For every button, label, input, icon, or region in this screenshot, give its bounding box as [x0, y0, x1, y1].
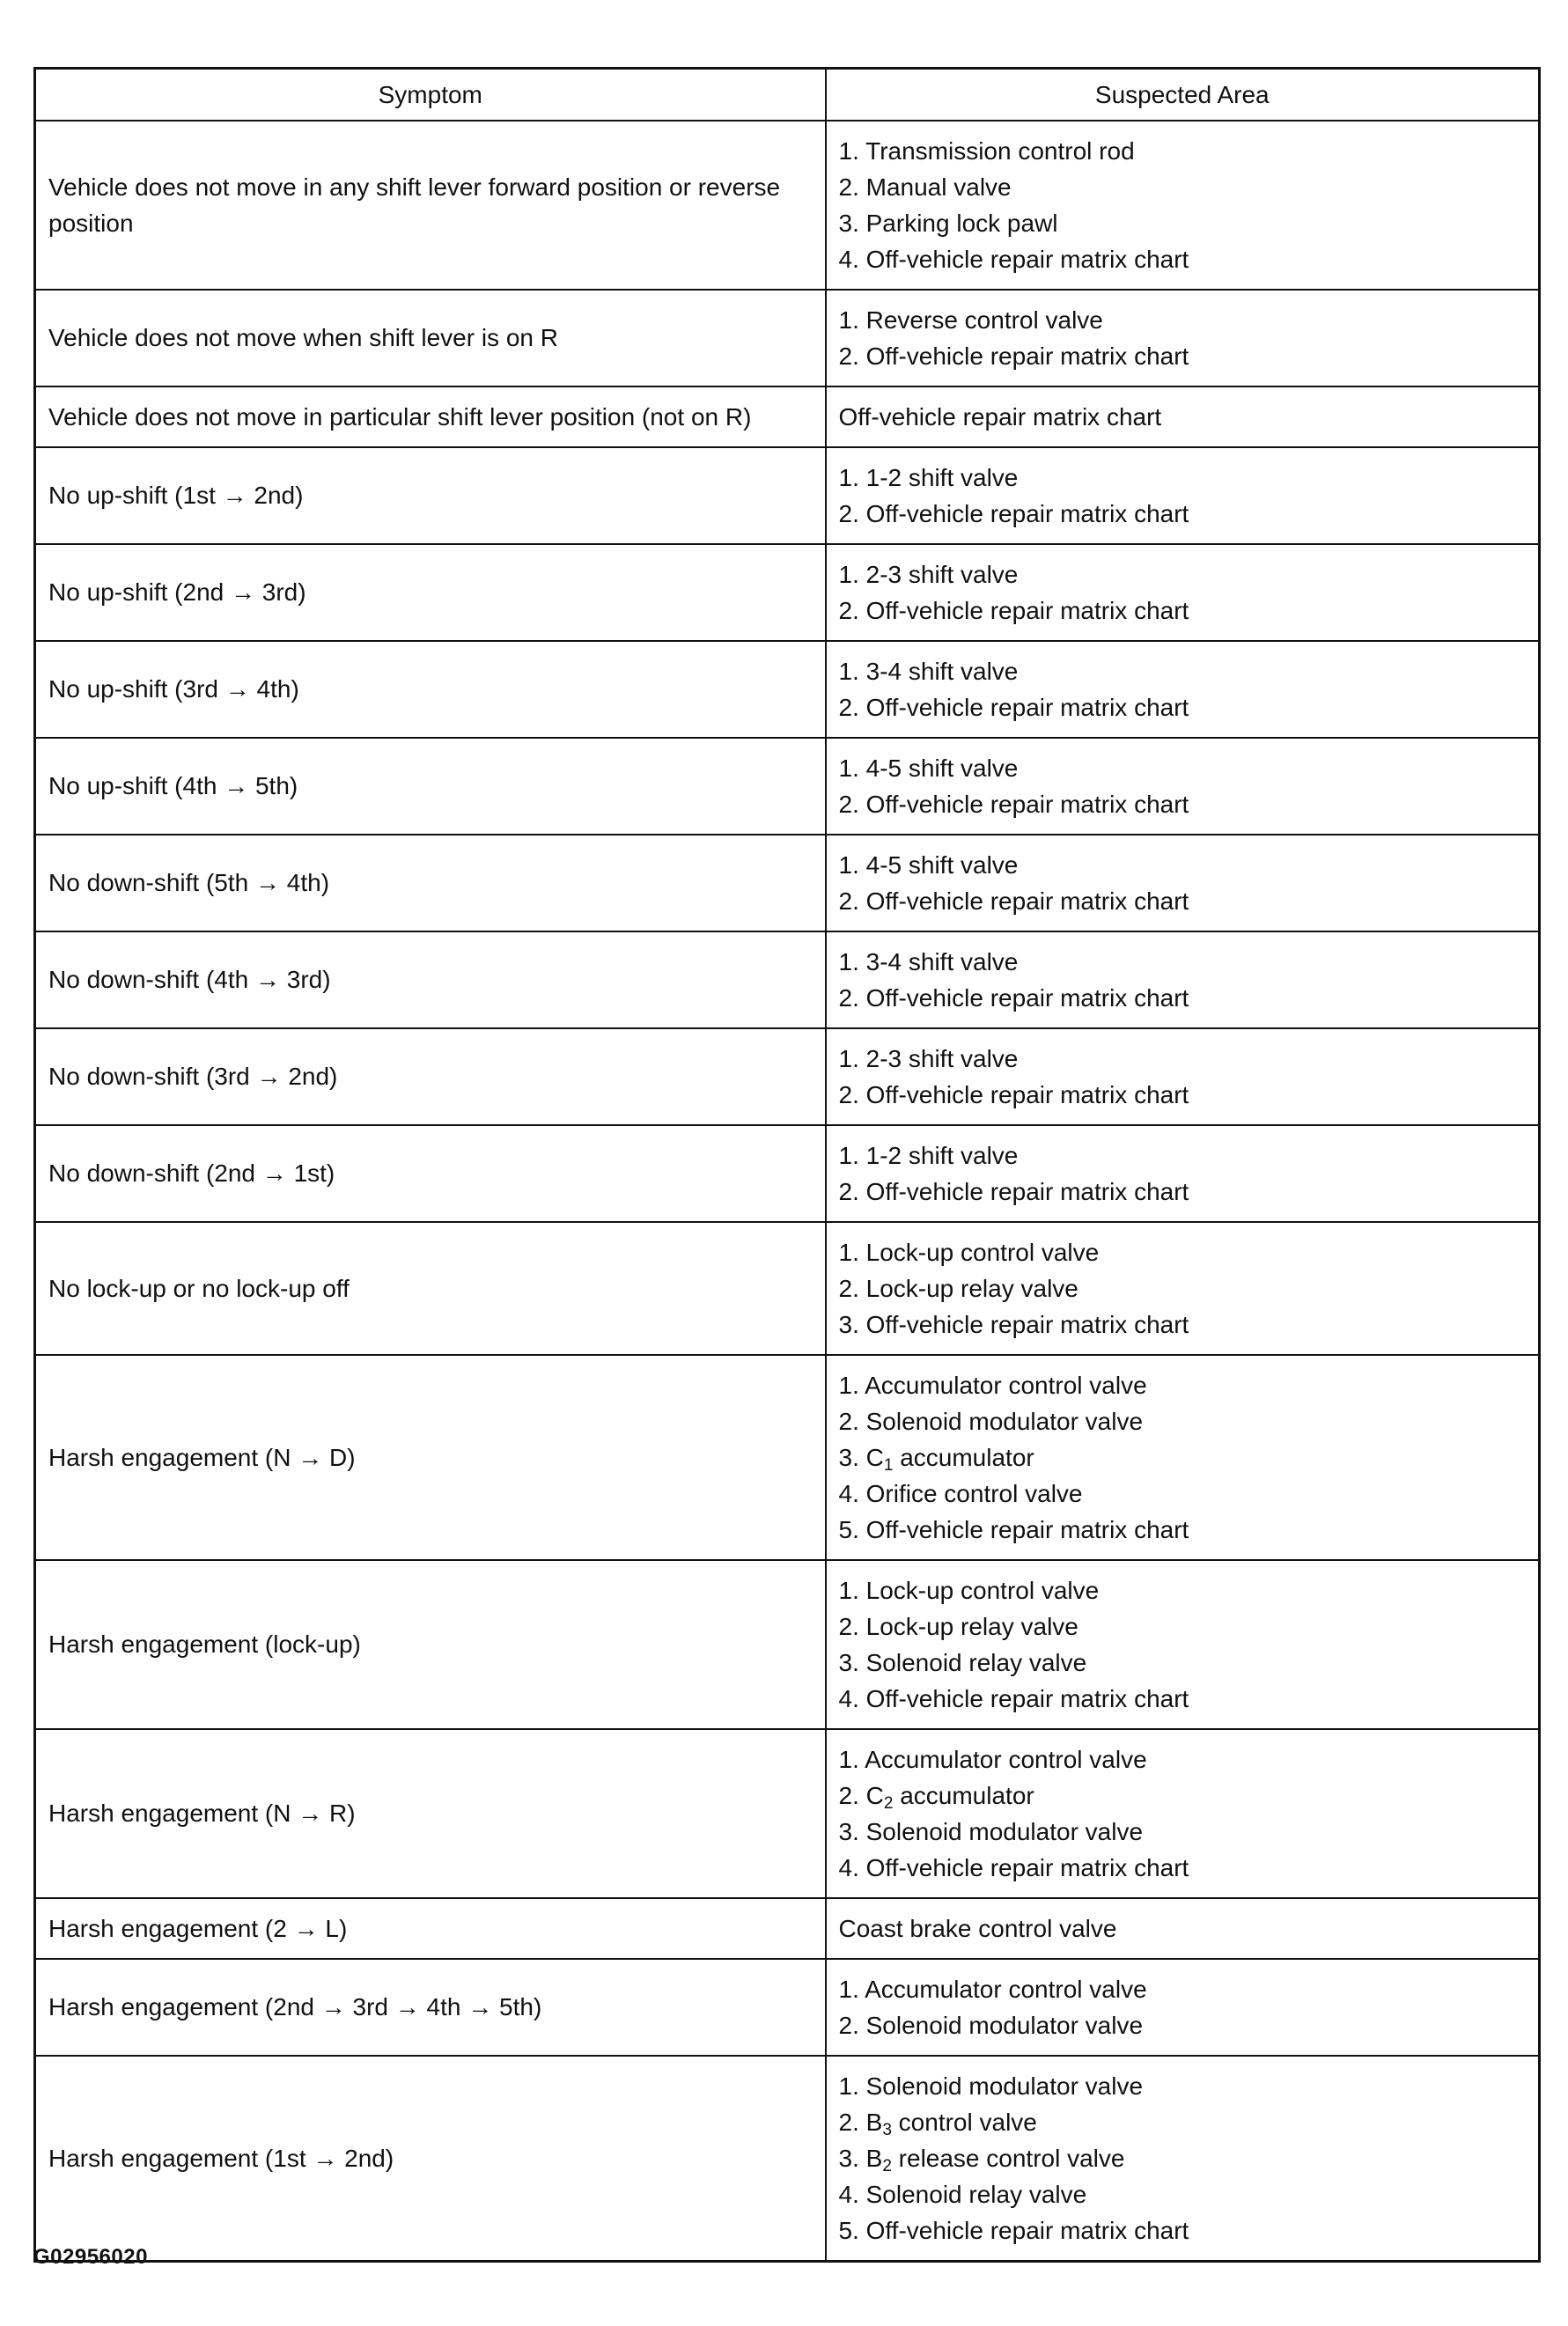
- area-text: 2. Off-vehicle repair matrix chart: [838, 887, 1189, 915]
- area-text: 3. Solenoid relay valve: [838, 1648, 1087, 1676]
- area-text: 2. Off-vehicle repair matrix chart: [838, 693, 1189, 721]
- suspected-area-item: [839, 1512, 1527, 1548]
- table-row: [35, 641, 1540, 738]
- figure-id: G02956020: [33, 2245, 148, 2269]
- area-text: release control valve: [891, 2144, 1125, 2172]
- symptom-cell: [35, 1028, 826, 1125]
- table-row: [35, 1560, 1540, 1729]
- symptom-text: No down-shift (5th → 4th): [48, 869, 330, 896]
- suspected-area-item: [839, 980, 1527, 1016]
- suspected-area-item: [839, 241, 1527, 277]
- area-text: 2. Off-vehicle repair matrix chart: [838, 1080, 1189, 1108]
- suspected-area-cell: [826, 1028, 1540, 1125]
- symptom-cell: [35, 1355, 826, 1560]
- table-row: [35, 931, 1540, 1028]
- symptom-text: No up-shift (3rd → 4th): [48, 675, 299, 703]
- symptom-cell: [35, 290, 826, 386]
- area-text: 1. 4-5 shift valve: [838, 850, 1019, 879]
- area-text: 1. Accumulator control valve: [838, 1975, 1147, 2003]
- suspected-area-item: [839, 883, 1527, 919]
- symptom-text: No down-shift (4th → 3rd): [48, 966, 331, 993]
- suspected-area-item: [839, 1403, 1527, 1439]
- suspected-area-item: [839, 399, 1527, 435]
- symptom-cell: [35, 931, 826, 1028]
- subscript-index: 3: [882, 2120, 892, 2139]
- area-text: 2. C: [838, 1781, 884, 1809]
- suspected-area-cell: [826, 1222, 1540, 1355]
- area-text: 1. 2-3 shift valve: [838, 1044, 1019, 1072]
- suspected-area-item: [839, 593, 1527, 629]
- suspected-area-cell: [826, 835, 1540, 931]
- symptom-cell: [35, 1959, 826, 2056]
- suspected-area-item: [839, 1814, 1527, 1850]
- symptom-cell: [35, 738, 826, 835]
- area-text: 2. Off-vehicle repair matrix chart: [838, 1177, 1189, 1205]
- symptom-text: Vehicle does not move when shift lever is on R: [48, 324, 558, 351]
- table-row: [35, 121, 1540, 290]
- area-text: accumulator: [893, 1443, 1034, 1471]
- suspected-area-item: [839, 460, 1527, 496]
- suspected-area-item: [839, 2140, 1527, 2176]
- area-text: 1. 3-4 shift valve: [838, 657, 1019, 685]
- table-row: [35, 1729, 1540, 1898]
- symptom-cell: [35, 121, 826, 290]
- area-text: 3. B: [838, 2144, 883, 2172]
- symptom-cell: [35, 1560, 826, 1729]
- suspected-area-item: [839, 2212, 1527, 2249]
- repair-matrix-sheet: [33, 67, 1538, 2263]
- suspected-area-item: [839, 302, 1527, 338]
- subscript-index: 2: [883, 1793, 894, 1813]
- symptom-text: Harsh engagement (lock-up): [48, 1630, 361, 1658]
- area-text: 2. Off-vehicle repair matrix chart: [838, 790, 1189, 818]
- suspected-area-item: [839, 2068, 1527, 2104]
- suspected-area-item: [839, 689, 1527, 725]
- area-text: 2. Off-vehicle repair matrix chart: [838, 983, 1189, 1012]
- area-text: 4. Orifice control valve: [838, 1479, 1083, 1507]
- area-text: 3. Parking lock pawl: [838, 209, 1058, 237]
- suspected-area-item: [839, 1681, 1527, 1717]
- suspected-area-item: [839, 1645, 1527, 1681]
- suspected-area-item: [839, 1778, 1527, 1814]
- suspected-area-cell: [826, 641, 1540, 738]
- table-body: [35, 121, 1540, 2262]
- suspected-area-cell: [826, 121, 1540, 290]
- suspected-area-cell: [826, 2056, 1540, 2262]
- suspected-area-item: [839, 205, 1527, 241]
- area-text: 1. 4-5 shift valve: [838, 754, 1019, 782]
- area-text: 1. 1-2 shift valve: [838, 463, 1019, 491]
- symptom-text: Harsh engagement (N → R): [48, 1800, 356, 1827]
- symptom-text: No up-shift (2nd → 3rd): [48, 578, 306, 606]
- symptom-cell: [35, 1222, 826, 1355]
- area-text: 2. Solenoid modulator valve: [838, 2011, 1144, 2039]
- suspected-area-cell: [826, 1125, 1540, 1222]
- suspected-area-cell: [826, 447, 1540, 544]
- suspected-area-cell: [826, 544, 1540, 641]
- area-text: 4. Off-vehicle repair matrix chart: [838, 1684, 1189, 1712]
- symptom-text: No down-shift (2nd → 1st): [48, 1159, 335, 1187]
- symptom-text: No lock-up or no lock-up off: [48, 1274, 350, 1302]
- suspected-area-cell: [826, 738, 1540, 835]
- symptom-cell: [35, 1729, 826, 1898]
- symptom-cell: [35, 641, 826, 738]
- suspected-area-item: [839, 2007, 1527, 2043]
- area-text: 2. Off-vehicle repair matrix chart: [838, 596, 1189, 624]
- symptom-cell: [35, 447, 826, 544]
- suspected-area-item: [839, 750, 1527, 786]
- suspected-area-item: [839, 1137, 1527, 1174]
- table-row: [35, 290, 1540, 386]
- suspected-area-item: [839, 496, 1527, 532]
- table-row: [35, 738, 1540, 835]
- suspected-area-item: [839, 338, 1527, 374]
- header-suspected-area: Suspected Area: [826, 69, 1540, 121]
- area-text: 2. B: [838, 2108, 883, 2136]
- table-row: [35, 1222, 1540, 1355]
- suspected-area-item: [839, 944, 1527, 980]
- symptom-text: Harsh engagement (1st → 2nd): [48, 2144, 394, 2172]
- suspected-area-item: [839, 1307, 1527, 1343]
- suspected-area-item: [839, 1174, 1527, 1210]
- area-text: 1. 2-3 shift valve: [838, 560, 1019, 588]
- area-text: control valve: [891, 2108, 1037, 2136]
- area-text: 1. Lock-up control valve: [838, 1238, 1100, 1266]
- subscript-index: 1: [883, 1455, 894, 1475]
- suspected-area-item: [839, 1439, 1527, 1476]
- suspected-area-cell: [826, 931, 1540, 1028]
- symptom-text: Vehicle does not move in any shift lever forward position or reverse position: [48, 173, 781, 237]
- symptom-cell: [35, 835, 826, 931]
- area-text: 3. Solenoid modulator valve: [838, 1817, 1144, 1845]
- area-text: 2. Off-vehicle repair matrix chart: [838, 499, 1189, 527]
- symptom-cell: [35, 1898, 826, 1959]
- area-text: 1. 1-2 shift valve: [838, 1141, 1019, 1169]
- subscript-index: 2: [882, 2156, 892, 2175]
- area-text: 4. Off-vehicle repair matrix chart: [838, 1853, 1189, 1881]
- suspected-area-item: [839, 1367, 1527, 1403]
- area-text: 1. Accumulator control valve: [838, 1745, 1147, 1773]
- area-text: 1. Accumulator control valve: [838, 1371, 1147, 1399]
- suspected-area-item: [839, 653, 1527, 689]
- suspected-area-item: [839, 1041, 1527, 1077]
- table-row: [35, 835, 1540, 931]
- table-row: [35, 2056, 1540, 2262]
- suspected-area-item: [839, 1608, 1527, 1645]
- area-text: Off-vehicle repair matrix chart: [838, 402, 1162, 431]
- suspected-area-item: [839, 1850, 1527, 1886]
- suspected-area-cell: [826, 1729, 1540, 1898]
- suspected-area-item: [839, 1270, 1527, 1307]
- suspected-area-item: [839, 2104, 1527, 2140]
- symptom-text: No down-shift (3rd → 2nd): [48, 1063, 338, 1090]
- suspected-area-item: [839, 1234, 1527, 1270]
- area-text: 1. Lock-up control valve: [838, 1576, 1100, 1604]
- suspected-area-item: [839, 2176, 1527, 2212]
- area-text: 1. Reverse control valve: [838, 305, 1103, 334]
- suspected-area-item: [839, 1077, 1527, 1113]
- area-text: 5. Off-vehicle repair matrix chart: [838, 1515, 1189, 1543]
- area-text: 1. Solenoid modulator valve: [838, 2072, 1144, 2100]
- suspected-area-item: [839, 847, 1527, 883]
- area-text: 4. Off-vehicle repair matrix chart: [838, 245, 1189, 273]
- symptom-text: No up-shift (1st → 2nd): [48, 482, 304, 509]
- table-row: [35, 1355, 1540, 1560]
- symptom-text: No up-shift (4th → 5th): [48, 772, 298, 799]
- suspected-area-cell: [826, 290, 1540, 386]
- area-text: 5. Off-vehicle repair matrix chart: [838, 2216, 1189, 2244]
- area-text: 2. Solenoid modulator valve: [838, 1407, 1144, 1435]
- area-text: 3. C: [838, 1443, 884, 1471]
- suspected-area-item: [839, 1741, 1527, 1778]
- suspected-area-item: [839, 169, 1527, 205]
- suspected-area-cell: [826, 1560, 1540, 1729]
- area-text: Coast brake control valve: [838, 1914, 1117, 1942]
- area-text: 3. Off-vehicle repair matrix chart: [838, 1310, 1189, 1338]
- symptom-cell: [35, 386, 826, 447]
- area-text: 2. Off-vehicle repair matrix chart: [838, 342, 1189, 370]
- table-row: [35, 1959, 1540, 2056]
- suspected-area-cell: [826, 1898, 1540, 1959]
- suspected-area-item: [839, 133, 1527, 169]
- suspected-area-item: [839, 1910, 1527, 1947]
- table-row: [35, 544, 1540, 641]
- table-row: [35, 386, 1540, 447]
- suspected-area-item: [839, 1476, 1527, 1512]
- area-text: 2. Lock-up relay valve: [838, 1274, 1078, 1302]
- table-header-row: [35, 69, 1540, 121]
- symptom-table: [33, 67, 1541, 2263]
- area-text: 1. 3-4 shift valve: [838, 947, 1019, 975]
- area-text: 2. Lock-up relay valve: [838, 1612, 1078, 1640]
- symptom-text: Harsh engagement (2 → L): [48, 1914, 348, 1942]
- symptom-cell: [35, 544, 826, 641]
- suspected-area-item: [839, 1572, 1527, 1608]
- symptom-cell: [35, 1125, 826, 1222]
- area-text: 1. Transmission control rod: [838, 136, 1135, 165]
- suspected-area-item: [839, 556, 1527, 593]
- header-symptom: Symptom: [35, 69, 826, 121]
- table-row: [35, 1898, 1540, 1959]
- table-row: [35, 447, 1540, 544]
- suspected-area-item: [839, 1971, 1527, 2007]
- suspected-area-item: [839, 786, 1527, 822]
- area-text: accumulator: [893, 1781, 1034, 1809]
- area-text: 4. Solenoid relay valve: [838, 2180, 1087, 2208]
- area-text: 2. Manual valve: [838, 173, 1012, 201]
- suspected-area-cell: [826, 1959, 1540, 2056]
- table-row: [35, 1125, 1540, 1222]
- suspected-area-cell: [826, 386, 1540, 447]
- table-row: [35, 1028, 1540, 1125]
- symptom-cell: [35, 2056, 826, 2262]
- symptom-text: Harsh engagement (2nd → 3rd → 4th → 5th): [48, 1993, 542, 2021]
- symptom-text: Harsh engagement (N → D): [48, 1443, 356, 1471]
- suspected-area-cell: [826, 1355, 1540, 1560]
- symptom-text: Vehicle does not move in particular shift lever position (not on R): [48, 402, 752, 431]
